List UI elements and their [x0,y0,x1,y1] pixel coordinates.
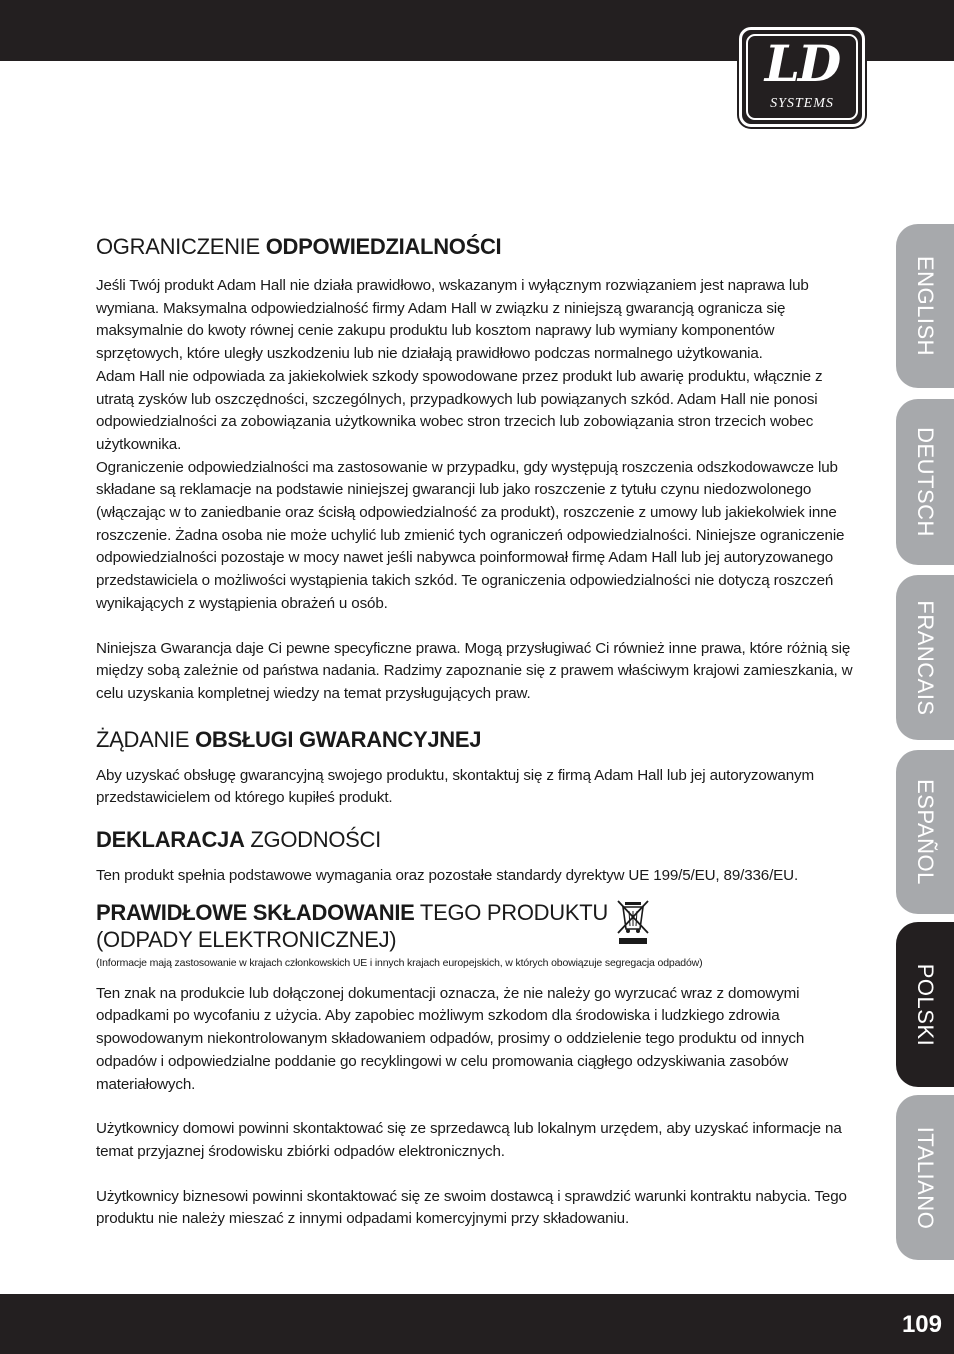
disposal-paragraph: Użytkownicy biznesowi powinni skontaktować się ze swoim dostawcą i sprawdzić warunki kontraktu nabycia. Tego produktu nie należy mieszać z innymi odpadami komercyjnymi przy składowaniu. [96,1187,847,1228]
weee-crossed-bin-icon [616,899,650,945]
heading-line2: (ODPADY ELEKTRONICZNEJ) [96,926,397,952]
logo-main-text: LD [764,34,840,93]
heading-bold: PRAWIDŁOWE SKŁADOWANIE [96,899,415,925]
tab-polski[interactable] [896,922,954,1087]
conformity-heading [96,826,860,853]
logo-sub-text: SYSTEMS [770,96,834,111]
tab-label: FRANCAIS [913,599,938,716]
disposal-heading-row [96,899,860,953]
tab-label: ESPAÑOL [913,779,938,885]
tab-label: ITALIANO [913,1126,938,1229]
heading-light: ZGODNOŚCI [244,827,381,853]
liability-paragraph: Ograniczenie odpowiedzialności ma zastosowanie w przypadku, gdy występują roszczenia odszkodowawcze lub składane są reklamacje na podstawie niniejszej gwarancji lub jako roszczenie z tytułu czynu niedozwolonego (włączając w to zaniedbanie oraz ścisłą odpowiedzialność za produkt), roszczenie z umowy lub jakiekolwiek inne roszczenie. Żadna osoba nie może uchylić lub zmienić tych ograniczeń odpowiedzialności. Niniejsze ograniczenie odpowiedzialności pozostaje w mocy nawet jeśli nabywca poinformował firmę Adam Hall lub jej autoryzowanego przedstawiciela o możliwości wystąpienia takich szkód. Te ograniczenia odpowiedzialności nie dotyczą roszczeń wynikających z wystąpienia obrażeń u osób. [96,458,845,612]
liability-paragraph: Niniejsza Gwarancja daje Ci pewne specyficzne prawa. Mogą przysługiwać Ci również inne prawa, które różnią się między sobą zależnie od państwa nadania. Radzimy zapoznanie się z prawem właściwym krajowi zamieszkania, w celu uzyskania kompletnej wiedzy na temat przysługujących praw. [96,639,853,702]
heading-bold: OBSŁUGI GWARANCYJNEJ [195,726,482,752]
disposal-heading [96,899,608,953]
tab-deutsch[interactable] [896,399,954,565]
heading-bold: ODPOWIEDZIALNOŚCI [265,234,502,259]
disposal-note: (Informacje mają zastosowanie w krajach członkowskich UE i innych krajach europejskich, w których obowiązuje segregacja odpadów) [96,956,703,969]
tab-label: ENGLISH [913,255,938,357]
heading-light: TEGO PRODUKTU [414,899,608,925]
warranty-claim-heading [96,726,860,753]
bottom-bar [0,1294,954,1354]
heading-bold: DEKLARACJA [96,827,245,853]
main-content [96,230,860,1231]
disposal-paragraph: Użytkownicy domowi powinni skontaktować się ze sprzedawcą lub lokalnym urzędem, aby uzyskać informacje na temat przyjaznej środowisku zbiórki odpadów elektronicznych. [96,1120,842,1160]
tab-espanol[interactable] [896,750,954,914]
conformity-paragraph: Ten produkt spełnia podstawowe wymagania oraz pozostałe standardy dyrektyw UE 199/5/EU, 89/336/EU. [96,867,799,885]
ld-systems-logo [739,27,865,127]
tab-english[interactable] [896,224,954,388]
warranty-claim-paragraph: Aby uzyskać obsługę gwarancyjną swojego produktu, skontaktuj się z firmą Adam Hall lub jej autoryzowanym przedstawicielem od którego kupiłeś produkt. [96,766,814,807]
liability-paragraph: Jeśli Twój produkt Adam Hall nie działa prawidłowo, wskazanym i wyłącznym rozwiązaniem jest naprawa lub wymiana. Maksymalna odpowiedzialność firmy Adam Hall w związku z niniejszą gwarancją ogranicza się maksymalnie do kwoty równej cenie zakupu produktu lub kosztom naprawy lub wymiany komponentów sprzętowych, które uległy uszkodzeniu lub nie działają prawidłowo podczas normalnego użytkowania. [96,277,809,363]
disposal-paragraph: Ten znak na produkcie lub dołączonej dokumentacji oznacza, że nie należy go wyrzucać wraz z domowymi odpadkami po wycofaniu z użycia. Aby zapobiec możliwym szkodom dla środowiska i ludzkiego zdrowia spowodowanym niekontrolowanym składowaniem odpadów, prosimy o oddzielenie tego produktu od innych odpadów i odpowiedzialne poddanie go recyklingowi w celu promowania ciągłego odzyskiwania zasobów materiałowych. [96,984,805,1093]
tab-label: DEUTSCH [913,427,938,537]
tab-francais[interactable] [896,575,954,740]
liability-paragraph: Adam Hall nie odpowiada za jakiekolwiek szkody spowodowane przez produkt lub awarię produktu, włącznie z utratą zysków lub oszczędności, szczególnych, przypadkowych lub powiązanych szkód. Adam Hall nie ponosi odpowiedzialności za zobowiązania użytkownika wobec stron trzecich lub zobowiązania stron trzecich wobec użytkownika. [96,367,823,453]
liability-heading [96,233,860,260]
heading-light: OGRANICZENIE [96,234,266,259]
tab-italiano[interactable] [896,1095,954,1260]
heading-light: ŻĄDANIE [96,726,196,752]
page-number: 109 [901,1311,942,1338]
tab-label: POLSKI [913,963,938,1046]
